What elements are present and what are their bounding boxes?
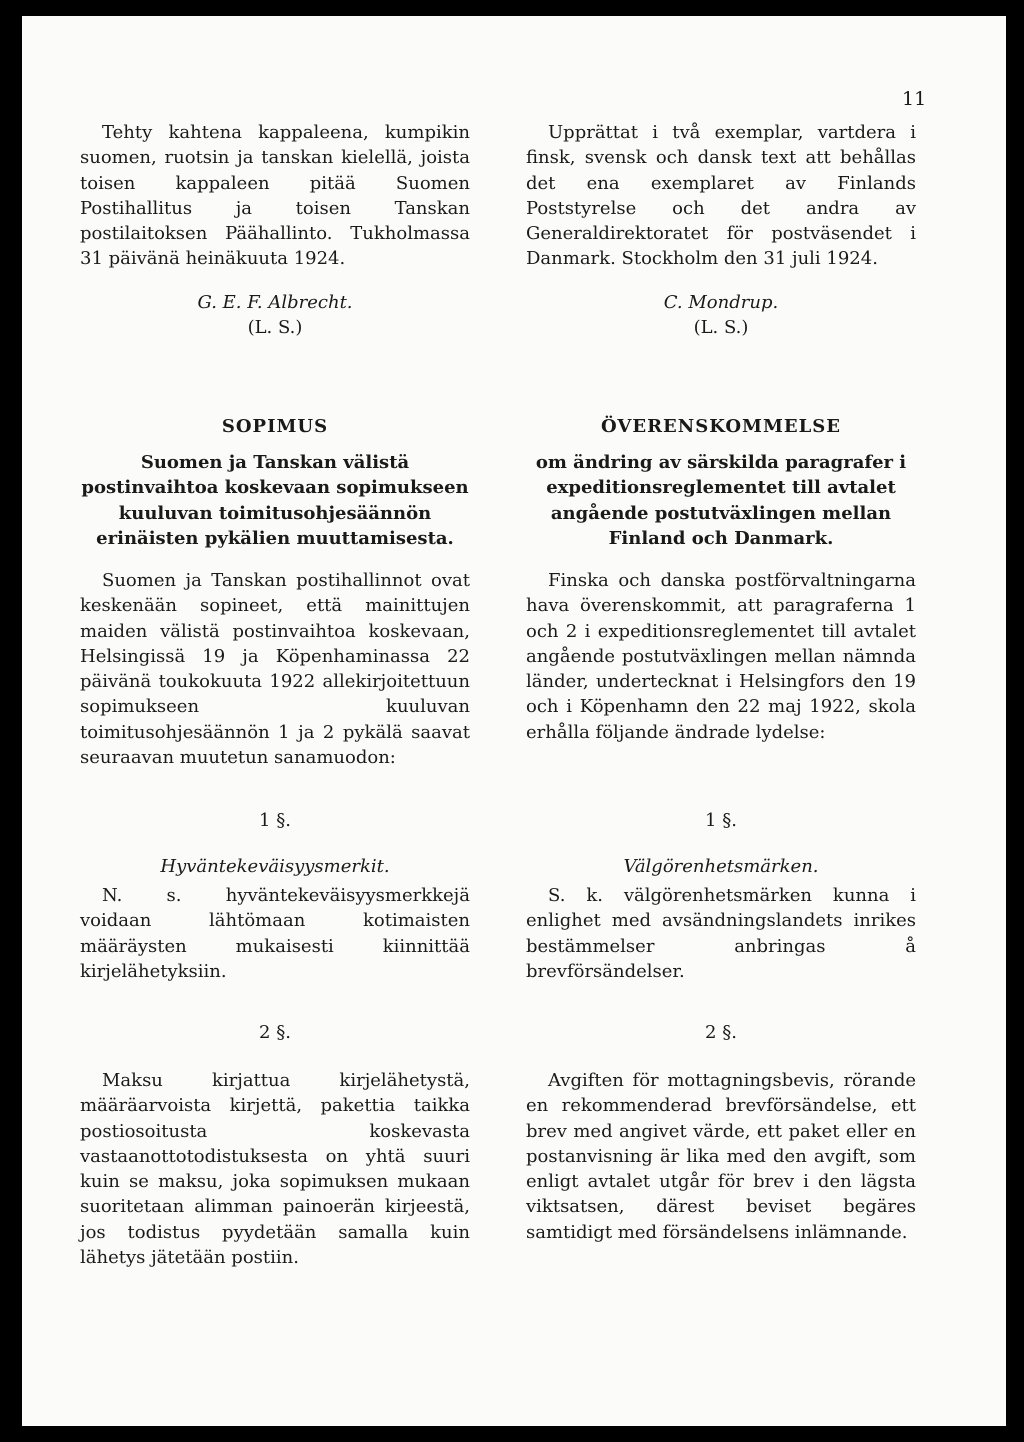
swedish-preamble-block	[526, 568, 916, 745]
swedish-intro-block	[526, 120, 916, 272]
finnish-intro-block	[80, 120, 470, 272]
finnish-intro: Tehty kahtena kappaleena, kumpikin suomen, ruotsin ja tanskan kielellä, joista toisen kappaleen pitää Suomen Postihallitus ja toisen Tanskan postilaitoksen Päähallinto. Tukholmassa 31 päivänä heinäkuuta 1924.	[80, 122, 470, 270]
finnish-subtitle-block	[80, 450, 470, 551]
swedish-section-2-text: Avgiften för mottagningsbevis, rörande en rekommenderad brevförsändelse, ett brev med angivet värde, ett paket eller en postanvisning är lika med den avgift, som enligt avtalet utgår för brev i den lägsta viktsatsen, därest beviset begäres samtidigt med försändelsens inlämnande.	[526, 1070, 916, 1243]
swedish-section-1-title: Välgörenhetsmärken.	[623, 856, 819, 877]
finnish-title-block	[80, 416, 470, 437]
finnish-section-2-block	[80, 1068, 470, 1270]
finnish-section-1-number: 1 §.	[259, 810, 291, 831]
swedish-section-1-text: S. k. välgörenhetsmärken kunna i enlighet med avsändningslandets inrikes bestämmelser anbringas å brevförsändelser.	[526, 885, 916, 982]
swedish-subtitle: om ändring av särskilda paragrafer i expeditionsreglementet till avtalet angående postutväxlingen mellan Finland och Danmark.	[535, 452, 907, 549]
finnish-section-1-block	[80, 883, 470, 984]
swedish-title: ÖVERENSKOMMELSE	[601, 416, 841, 437]
finnish-preamble: Suomen ja Tanskan postihallinnot ovat keskenään sopineet, että mainittujen maiden välistä postinvaihtoa koskevaan, Helsingissä 19 ja Köpenhaminassa 22 päivänä toukokuuta 1922 allekirjoitettuun sopimukseen kuuluvan toimitusohjesäännön 1 ja 2 pykälä saavat seuraavan muutetun sanamuodon:	[80, 570, 470, 769]
swedish-seal: (L. S.)	[693, 317, 749, 338]
swedish-intro: Upprättat i två exemplar, vartdera i finsk, svensk och dansk text att behållas det ena exemplaret av Finlands Poststyrelse och det andra av Generaldirektoratet för postväsendet i Danmark. Stockholm den 31 juli 1924.	[526, 122, 916, 270]
swedish-section-2-number: 2 §.	[705, 1022, 737, 1043]
finnish-section-1-text: N. s. hyväntekeväisyysmerkkejä voidaan lähtömaan kotimaisten määräysten mukaisesti kiinnittää kirjelähetyksiin.	[80, 885, 470, 982]
finnish-seal: (L. S.)	[247, 317, 303, 338]
swedish-signature-block	[526, 290, 916, 340]
document-page	[22, 16, 1006, 1426]
page-number: 11	[902, 88, 927, 110]
swedish-section-1-number: 1 §.	[705, 810, 737, 831]
finnish-section-1-title-block	[80, 854, 470, 879]
finnish-section-1-title: Hyväntekeväisyysmerkit.	[160, 856, 390, 877]
swedish-subtitle-block	[526, 450, 916, 551]
finnish-section-2-text: Maksu kirjattua kirjelähetystä, määräarvoista kirjettä, pakettia taikka postiosoitusta koskevasta vastaanottotodistuksesta on yhtä suuri kuin se maksu, joka sopimuksen mukaan suoritetaan alimman painoerän kirjeestä, jos todistus pyydetään samalla kuin lähetys jätetään postiin.	[80, 1070, 470, 1269]
swedish-section-2-block	[526, 1068, 916, 1245]
finnish-preamble-block	[80, 568, 470, 770]
finnish-signature: G. E. F. Albrecht.	[197, 292, 353, 313]
swedish-preamble: Finska och danska postförvaltningarna hava överenskommit, att paragraferna 1 och 2 i expeditionsreglementet till avtalet angående postutväxlingen mellan nämnda länder, undertecknat i Helsingfors den 19 och i Köpenhamn den 22 maj 1922, skola erhålla följande ändrade lydelse:	[526, 570, 916, 743]
finnish-title: SOPIMUS	[221, 416, 329, 437]
swedish-section-1-title-block	[526, 854, 916, 879]
swedish-section-1-block	[526, 883, 916, 984]
swedish-signature: C. Mondrup.	[663, 292, 779, 313]
finnish-signature-block	[80, 290, 470, 340]
swedish-title-block	[526, 416, 916, 437]
finnish-subtitle: Suomen ja Tanskan välistä postinvaihtoa koskevaan sopimukseen kuuluvan toimitusohjesäännön erinäisten pykälien muuttamisesta.	[81, 452, 469, 549]
finnish-section-2-number: 2 §.	[259, 1022, 291, 1043]
